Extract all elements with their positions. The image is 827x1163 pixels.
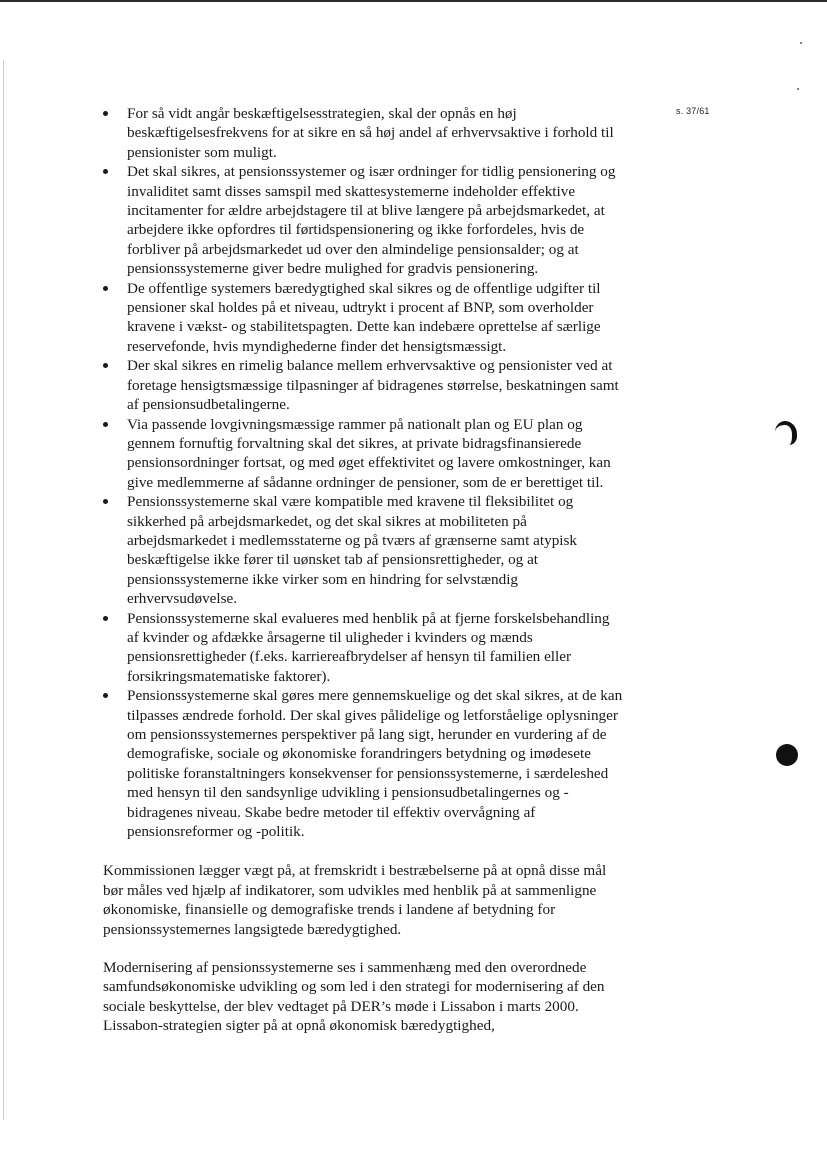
- list-item: Via passende lovgivningsmæssige rammer på nationalt plan og EU plan og gennem fornuftig forvaltning skal det sikres, at private bidragsfinansierede pensionsordninger fortsat, og med øget effektivitet og lavere omkostninger, kan give medlemmerne af sådanne ordninger de pensioner, som de er berettiget til.: [103, 415, 623, 493]
- list-item: Det skal sikres, at pensionssystemer og især ordninger for tidlig pensionering og invaliditet samt disses samspil med skattesystemerne indeholder effektive incitamenter for ældre arbejdstagere til at blive længere på arbejdsmarkedet, at arbejdere ikke opfordres til førtidspensionering og ikke forfordeles, hvis de forbliver på arbejdsmarkedet ud over den almindelige pensionsalder; og at pensionssystemerne giver bedre mulighed for gradvis pensionering.: [103, 162, 623, 278]
- list-item: Pensionssystemerne skal evalueres med henblik på at fjerne forskelsbehandling af kvinder og afdække årsagerne til uligheder i kvinders og mænds pensionsrettigheder (f.eks. karriereafbrydelser af hensyn til familien eller forsikringsmatematiske faktorer).: [103, 609, 623, 687]
- list-item: Der skal sikres en rimelig balance mellem erhvervsaktive og pensionister ved at foretage hensigtsmæssige tilpasninger af bidragenes størrelse, beskatningen samt af pensionsudbetalingerne.: [103, 356, 623, 414]
- page-reference: s. 37/61: [676, 106, 710, 116]
- punch-hole-mark-icon: [775, 421, 797, 445]
- paragraph: Kommissionen lægger vægt på, at fremskridt i bestræbelserne på at opnå disse mål bør måles ved hjælp af indikatorer, som udvikles med henblik på at sammenligne økonomiske, finansielle og demografiske trends i landene af betydning for pensionssystemernes langsigtede bæredygtighed.: [103, 862, 607, 938]
- scan-speck: [800, 42, 802, 44]
- scan-speck: [797, 88, 799, 90]
- left-scan-edge: [3, 60, 4, 1120]
- bullet-list: [103, 104, 623, 841]
- top-border-line: [0, 0, 827, 2]
- list-item: For så vidt angår beskæftigelsesstrategien, skal der opnås en høj beskæftigelsesfrekvens for at sikre en så høj andel af erhvervsaktive i forhold til pensionister som muligt.: [103, 104, 623, 162]
- punch-hole-icon: [776, 744, 798, 766]
- list-item: De offentlige systemers bæredygtighed skal sikres og de offentlige udgifter til pensioner skal holdes på et niveau, udtrykt i procent af BNP, som overholder kravene i vækst- og stabilitetspagten. Dette kan indebære oprettelse af særlige reservefonde, hvis myndighederne finder det hensigtsmæssigt.: [103, 279, 623, 357]
- paragraph: Modernisering af pensionssystemerne ses i sammenhæng med den overordnede samfundsøkonomiske udvikling og som led i den strategi for modernisering af den sociale beskyttelse, der blev vedtaget på DER’s møde i Lissabon i marts 2000. Lissabon-strategien sigter på at opnå økonomisk bæredygtighed,: [103, 959, 605, 1035]
- document-body: [103, 104, 623, 1036]
- list-item: Pensionssystemerne skal være kompatible med kravene til fleksibilitet og sikkerhed på arbejdsmarkedet, og det skal sikres at mobiliteten på arbejdsmarkedet i medlemsstaterne og på tværs af grænserne samt atypisk beskæftigelse ikke fører til uønsket tab af pensionsrettigheder, og at pensionssystemerne ikke virker som en hindring for selvstændig erhvervsudøvelse.: [103, 492, 623, 608]
- list-item: Pensionssystemerne skal gøres mere gennemskuelige og det skal sikres, at de kan tilpasses ændrede forhold. Der skal gives pålidelige og letforståelige oplysninger om pensionssystemernes perspektiver på lang sigt, herunder en vurdering af de demografiske, sociale og økonomiske forandringers betydning og imødesete politiske foranstaltningers konsekvenser for pensionssystemerne, i særdeleshed med hensyn til den sandsynlige udvikling i pensionsudbetalingernes og -bidragenes niveau. Skabe bedre metoder til effektiv overvågning af pensionsreformer og -politik.: [103, 686, 623, 841]
